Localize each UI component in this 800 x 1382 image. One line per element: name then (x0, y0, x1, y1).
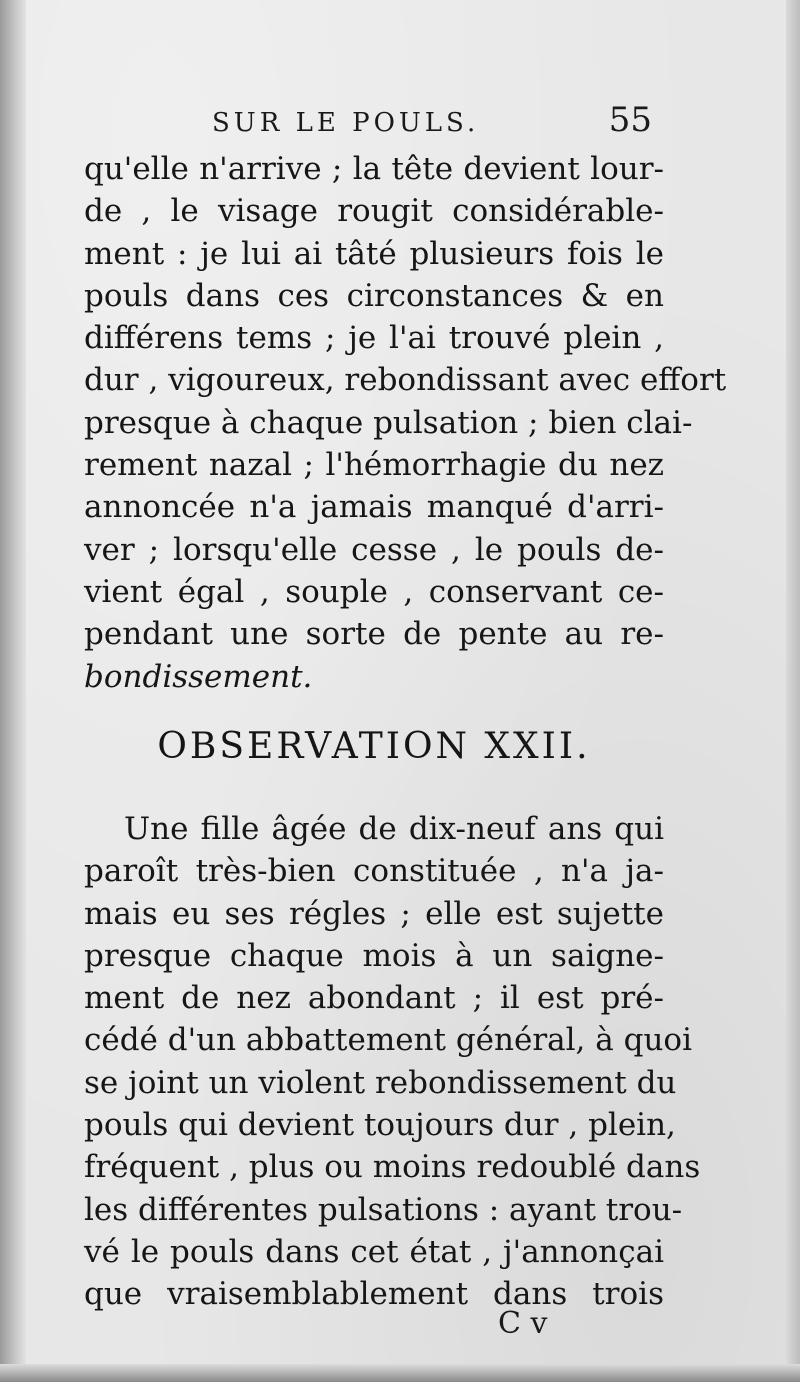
paragraph-observation (84, 808, 701, 1316)
running-title: SUR LE POULS. (212, 108, 480, 138)
text-line: cédé d'un abbattement général, à quoi (84, 1022, 692, 1059)
text-line: pouls dans ces circonstances & en (84, 277, 664, 314)
page-header (84, 100, 664, 148)
text-line: bondissement. (84, 658, 313, 695)
text-line: annoncée n'a jamais manqué d'arri- (84, 489, 664, 526)
text-line: presque à chaque pulsation ; bien clai- (84, 404, 693, 441)
page-number: 55 (608, 100, 652, 140)
paragraph-continuation (84, 148, 727, 698)
text-line: que vraisemblablement dans trois (84, 1276, 664, 1313)
text-line: presque chaque mois à un saigne- (84, 937, 664, 974)
text-line: ment : je lui ai tâté plusieurs fois le (84, 235, 664, 272)
text-line: se joint un violent rebondissement du (84, 1064, 677, 1101)
page-right-edge (786, 0, 800, 1382)
page-bottom-edge (0, 1364, 800, 1382)
text-line: dur , vigoureux, rebondissant avec effort (84, 362, 727, 399)
text-line: vient égal , souple , conservant ce- (84, 573, 664, 610)
text-line: pouls qui devient toujours dur , plein, (84, 1107, 676, 1144)
text-line: fréquent , plus ou moins redoublé dans (84, 1149, 701, 1186)
text-line: Une fille âgée de dix-neuf ans qui (124, 811, 664, 847)
text-line: ver ; lorsqu'elle cesse , le pouls de- (84, 531, 664, 568)
text-line: ment de nez abondant ; il est pré- (84, 980, 664, 1017)
text-line: pendant une sorte de pente au re- (84, 616, 664, 653)
text-line: paroît très-bien constituée , n'a ja- (84, 853, 664, 890)
text-line: rement nazal ; l'hémorrhagie du nez (84, 447, 664, 484)
text-line: de , le visage rougit considérable- (84, 193, 664, 230)
text-line: vé le pouls dans cet état , j'annonçai (84, 1233, 664, 1270)
page-left-edge (0, 0, 26, 1382)
text-line: qu'elle n'arrive ; la tête devient lour- (84, 151, 664, 187)
text-line: différens tems ; je l'ai trouvé plein , (84, 320, 664, 357)
catchword-signature: C v (498, 1306, 548, 1341)
text-line: mais eu ses régles ; elle est sujette (84, 895, 664, 932)
section-heading: OBSERVATION XXII. (157, 726, 591, 767)
text-line: les différentes pulsations : ayant trou- (84, 1191, 683, 1228)
